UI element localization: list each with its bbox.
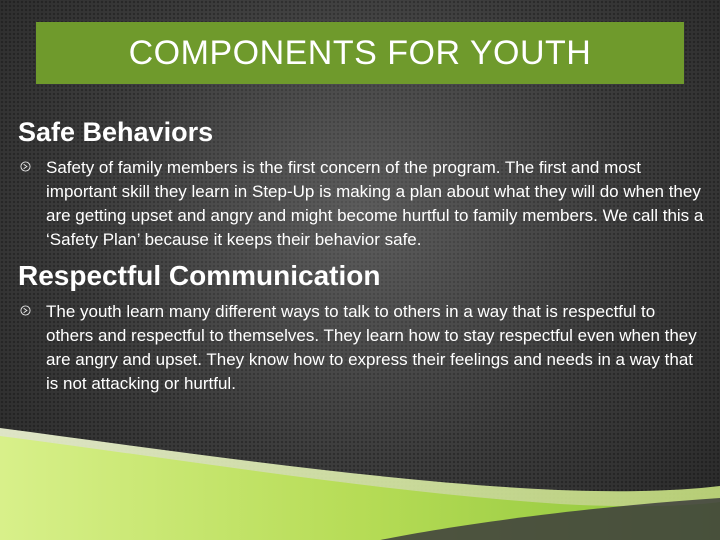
circled-arrow-icon (18, 156, 46, 180)
bullet-item (18, 156, 708, 252)
title-bar (36, 22, 684, 84)
bullet-text: Safety of family members is the first concern of the program. The first and most important skill they learn in Step-Up is making a plan about what they will do when they are getting upset and angry and might become hurtful to family members. We call this a ‘Safety Plan’ because it keeps their behavior safe. (46, 158, 704, 249)
slide-title: COMPONENTS FOR YOUTH (128, 33, 592, 72)
circled-arrow-icon (18, 300, 46, 324)
bullet-text: The youth learn many different ways to talk to others in a way that is respectful to others and respectful to themselves. They learn how to stay respectful even when they are angry and upset. They know how to express their feelings and needs in a way that is not attacking or hurtful. (46, 302, 697, 393)
bullet-item (18, 300, 708, 396)
slide-content (18, 112, 708, 396)
section-heading-respectful-communication: Respectful Communication (18, 260, 381, 291)
section-heading-safe-behaviors: Safe Behaviors (18, 117, 214, 147)
